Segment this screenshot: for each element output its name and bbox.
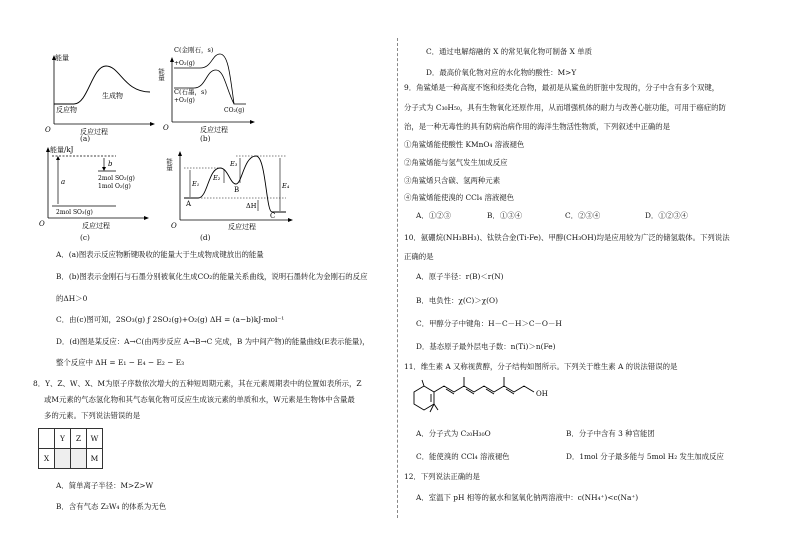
table-row [39, 449, 103, 469]
q11-option-c: C．能使溴的 CCl₄ 溶液褪色 [416, 452, 510, 461]
vitamin-a-structure [400, 372, 560, 422]
fig-d-E4: E₄ [282, 182, 290, 190]
q11-option-a: A．分子式为 C₂₀H₃₀O [416, 429, 491, 438]
q7-option-d-line1: D．(d)图是某反应：A→C(由两步反应 A→B→C 完成，B 为中间产物)的能量曲线(E表示能量)， [56, 337, 370, 346]
table-cell: W [87, 429, 103, 449]
fig-b-o2b: +O₂(g) [174, 97, 195, 104]
fig-c-origin: O [39, 220, 45, 228]
fig-c-top1: 2mol SO₂(g) [98, 175, 135, 182]
figure-b [157, 44, 260, 136]
q8-stem-line3: 多的元素。下列说法错误的是 [44, 411, 141, 420]
fig-d-origin: O [171, 222, 177, 230]
q11-option-b: B．分子中含有 3 种官能团 [566, 429, 655, 438]
q9-statement-1: ①角鲨烯能使酸性 KMnO₄ 溶液褪色 [404, 140, 525, 149]
fig-d-C: C [270, 212, 276, 220]
fig-b-graphite: C(石墨，s) [174, 88, 207, 96]
q10-stem-line1: 10．氨硼烷(NH₃BH₃)、钛铁合金(Ti-Fe)、甲醇(CH₃OH)均是应用较为广泛的储氢载体。下列说法 [404, 233, 730, 242]
fig-a-xlabel: 反应过程 [80, 128, 108, 136]
q8-stem-line2: 或M元素的气态氢化物和其气态氧化物可反应生成该元素的单质和水，W元素是生物体中含量最 [44, 395, 355, 404]
fig-c-xlabel: 反应过程 [82, 222, 110, 230]
q7-option-a: A．(a)图表示反应物断键吸收的能量大于生成物成键放出的能量 [56, 250, 264, 259]
fig-b-top: C(金刚石，s) [174, 46, 214, 54]
q8-option-b: B．含有气态 Z₂W₄ 的体系为无色 [56, 502, 167, 511]
fig-c-top2: 1mol O₂(g) [98, 183, 131, 190]
table-cell [55, 449, 71, 469]
q9-stem-line2: 分子式为 C₃₀H₅₀，具有生物氧化还原作用，从而增强机体的耐力与改善心脏功能，可用于癌症的防 [404, 103, 726, 112]
fig-c-b: b [108, 160, 113, 168]
fig-a-ylabel: 能量 [55, 54, 69, 62]
q9-statement-4: ④角鲨烯能使溴的 CCl₄ 溶液褪色 [404, 193, 515, 202]
q11-stem: 11．维生素 A 又称视黄醇，分子结构如图所示。下列关于维生素 A 的说法错误的是 [404, 362, 678, 371]
q10-option-c: C．甲醇分子中键角：H－C－H＞C－O－H [416, 319, 562, 328]
fig-c-bottom: 2mol SO₃(g) [56, 209, 93, 216]
fig-b-ylabel: 能量 [157, 68, 165, 81]
q9-statement-3: ③角鲨烯只含碳、氢两种元素 [404, 176, 501, 185]
q9-option-a: A．①②③ [416, 211, 451, 220]
q8-option-a: A．简单离子半径：M>Z>W [56, 481, 154, 490]
q12-stem: 12．下列说法正确的是 [404, 472, 480, 481]
table-cell: M [87, 449, 103, 469]
fig-b-xlabel: 反应过程 [200, 126, 228, 134]
q9-statement-2: ②角鲨烯能与氢气发生加成反应 [404, 158, 508, 167]
fig-b-origin: O [163, 124, 169, 132]
fig-d-E1: E₁ [192, 180, 200, 188]
q9-stem-line3: 治，是一种无毒性的具有防病治病作用的海洋生物活性物质，下列叙述中正确的是 [404, 122, 671, 131]
q10-option-b: B．电负性：χ(C)＞χ(O) [416, 296, 498, 305]
q7-option-b-line2: 的ΔH＞0 [56, 294, 88, 303]
figure-d [165, 148, 298, 232]
table-cell [71, 449, 87, 469]
q8-option-d: D．最高价氧化物对应的水化物的酸性：M>Y [426, 68, 577, 77]
fig-d-E2: E₂ [213, 174, 221, 182]
q10-option-a: A．原子半径：r(B)＜r(N) [416, 272, 504, 281]
table-cell: Y [55, 429, 71, 449]
table-cell [39, 429, 55, 449]
fig-d-E3: E₃ [230, 160, 238, 168]
table-cell: X [39, 449, 55, 469]
fig-d-ylabel: 能量 [165, 158, 173, 171]
q10-stem-line2: 正确的是 [404, 252, 434, 261]
fig-a-reactant: 反应物 [56, 106, 77, 114]
hydroxyl-label: OH [536, 390, 548, 398]
fig-a-caption: (a) [80, 134, 91, 143]
q9-option-b: B．①③④ [487, 211, 522, 220]
q7-option-d-line2: 整个反应中 ΔH = E₁ − E₄ − E₂ − E₃ [56, 358, 185, 367]
q8-option-c: C．通过电解熔融的 X 的常见氧化物可制备 X 单质 [426, 47, 592, 56]
figure-a [40, 52, 160, 137]
q9-stem-line1: 9．角鲨烯是一种高度不饱和烃类化合物，最初是从鲨鱼的肝脏中发现的，分子中含有多个双键， [404, 83, 720, 92]
fig-d-xlabel: 反应过程 [228, 223, 256, 231]
q9-option-d: D．①②③④ [645, 211, 688, 220]
fig-d-A: A [186, 200, 192, 208]
fig-b-co2: CO₂(g) [224, 107, 245, 114]
q7-option-c: C．由(c)图可知，2SO₃(g) ƒ 2SO₂(g)+O₂(g) ΔH = (a−b)kJ·mol⁻¹ [56, 315, 285, 324]
fig-c-caption: (c) [80, 233, 90, 242]
q10-option-d: D．基态原子最外层电子数：n(Ti)＞n(Fe) [416, 342, 556, 351]
q7-option-b-line1: B．(b)图表示金刚石与石墨分别被氧化生成CO₂的能量关系曲线，说明石墨转化为金刚石的反应 [56, 272, 368, 281]
table-row [39, 429, 103, 449]
fig-c-ylabel: 能量/kJ [50, 146, 74, 154]
fig-a-origin: O [45, 126, 51, 134]
q9-option-c: C．②③④ [565, 211, 601, 220]
q11-option-d: D．1mol 分子最多能与 5mol H₂ 发生加成反应 [566, 452, 724, 461]
periodic-table-fragment [38, 428, 103, 469]
fig-d-caption: (d) [200, 233, 211, 242]
figure-c [36, 144, 156, 232]
q12-option-a: A．室温下 pH 相等的氨水和氢氧化钠两溶液中：c(NH₄⁺)<c(Na⁺) [416, 493, 639, 502]
fig-d-B: B [234, 186, 240, 194]
column-divider [397, 38, 398, 518]
fig-a-product: 生成物 [102, 92, 123, 100]
fig-b-caption: (b) [200, 134, 211, 143]
fig-d-dH: ΔH [246, 202, 257, 210]
q8-stem-line1: 8．Y、Z、W、X、M为原子序数依次增大的五种短周期元素，其在元素周期表中的位置如表所示，Z [33, 379, 362, 388]
table-cell: Z [71, 429, 87, 449]
fig-b-o2a: +O₂(g) [174, 60, 195, 67]
fig-c-a: a [61, 178, 66, 186]
